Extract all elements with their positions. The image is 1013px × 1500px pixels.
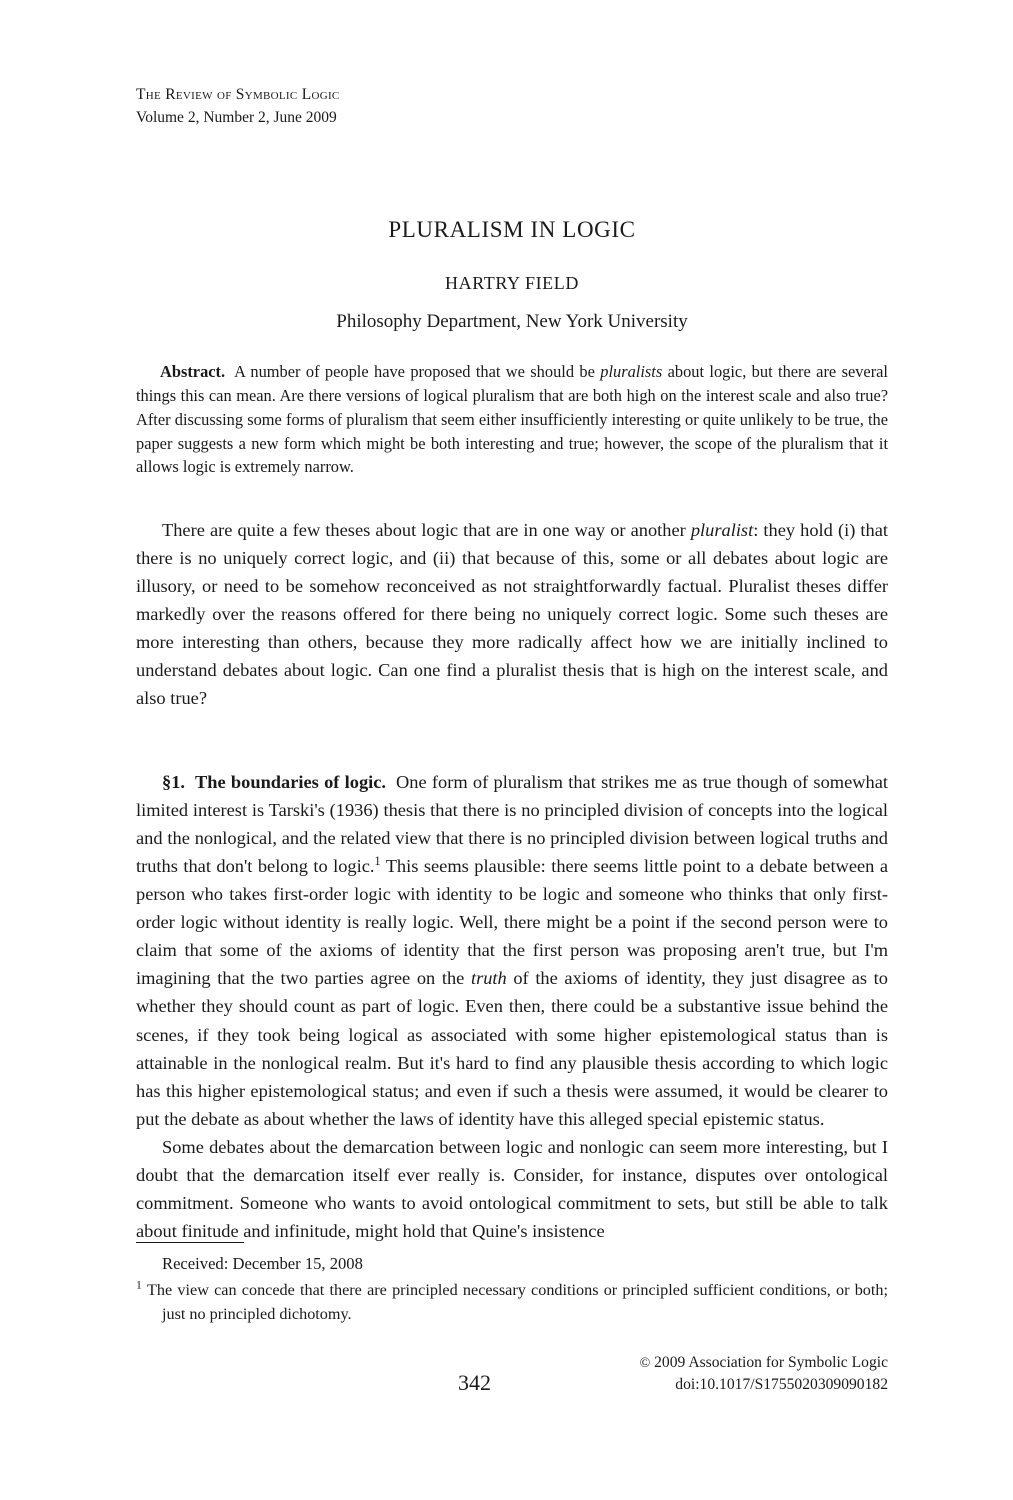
copyright-block	[640, 1352, 888, 1396]
issue-line: Volume 2, Number 2, June 2009	[136, 109, 337, 127]
section-text-part-1: One form of pluralism that strikes me as true though of somewhat limited interest is Tarski's (1936) thesis that there is no principled division of concepts into the logical and the nonlogical, and the related view that there is no principled division between logical truths and truths that don't belong to logic.	[136, 772, 888, 877]
paragraph-1-part-1: There are quite a few theses about logic that are in one way or another	[162, 520, 691, 540]
copyright-line	[640, 1352, 888, 1374]
copyright-icon: ©	[639, 1356, 651, 1371]
abstract-section	[136, 360, 888, 479]
doi-text: doi:10.1017/S1755020309090182	[675, 1376, 888, 1394]
footnote-1-text: The view can concede that there are principled necessary conditions or principled sufficient conditions, or both; just no principled dichotomy.	[147, 1281, 888, 1323]
paragraph-1-italic-pluralist: pluralist	[690, 520, 754, 540]
author-affiliation: Philosophy Department, New York University	[336, 310, 688, 332]
title-block	[136, 216, 888, 333]
page-title: PLURALISM IN LOGIC	[388, 217, 636, 242]
received-date: Received: December 15, 2008	[162, 1254, 363, 1273]
section-1-paragraph	[136, 768, 888, 1132]
abstract-italic-pluralists: pluralists	[600, 362, 663, 381]
body-content	[136, 516, 888, 1245]
section-text-part-2: This seems plausible: there seems little point to a debate between a person who takes first-order logic with identity to be logic and someone who thinks that only first-order logic without identity is really logic. Well, there might be a point if the second person were to claim that some of the axioms of identity that the first person was proposing aren't true, but I'm imagining that the two parties agree on the	[136, 856, 888, 989]
footnote-1-number: 1	[136, 1278, 142, 1292]
abstract-text-part-2: about logic, but there are several things this can mean. Are there versions of logical pluralism that are both high on the interest scale and also true? After discussing some forms of pluralism that seem either insufficiently interesting or quite unlikely to be true, the paper suggests a new form which might be both interesting and true; however, the scope of the pluralism that it allows logic is extremely narrow.	[136, 362, 888, 477]
copyright-text: 2009 Association for Symbolic Logic	[654, 1354, 888, 1371]
footnote-rule	[136, 1242, 244, 1243]
body-paragraph-1	[136, 516, 888, 712]
section-number: §1.	[162, 772, 185, 793]
paragraph-1-part-2: : they hold (i) that there is no uniquely correct logic, and (ii) that because of this, some or all debates about logic are illusory, or need to be somehow reconceived as not straightforwardly factual. Pluralist theses differ markedly over the reasons offered for there being no uniquely correct logic. Some such theses are more interesting than others, because they more radically affect how we are initially inclined to understand debates about logic. Can one find a pluralist thesis that is high on the interest scale, and also true?	[136, 520, 888, 709]
abstract-label: Abstract.	[160, 362, 226, 381]
paper-page	[136, 0, 888, 1500]
author-name: HARTRY FIELD	[445, 272, 579, 293]
page-number: 342	[458, 1370, 491, 1395]
footnote-1	[136, 1279, 888, 1326]
footnote-section	[136, 1242, 888, 1326]
section-text-part-3: of the axioms of identity, they just disagree as to whether they should count as part of logic. Even then, there could be a substantive issue behind the scenes, if they took being logical as associated with some higher epistemological status than is attainable in the nonlogical realm. But it's hard to find any plausible thesis according to which logic has this higher epistemological status; and even if such a thesis were assumed, it would be clearer to put the debate as about whether the laws of identity have this alleged special epistemic status.	[136, 968, 888, 1129]
paragraph-spacer	[136, 712, 888, 768]
abstract-text-part-1: A number of people have proposed that we should be	[234, 362, 601, 381]
footnote-marker-1[interactable]: 1	[374, 854, 381, 869]
body-paragraph-3: Some debates about the demarcation between logic and nonlogic can seem more interesting, but I doubt that the demarcation itself ever really is. Consider, for instance, disputes over ontological commitment. Someone who wants to avoid ontological commitment to sets, but still be able to talk about finitude and infinitude, might hold that Quine's insistence	[136, 1136, 888, 1241]
section-heading: The boundaries of logic.	[195, 772, 387, 793]
journal-title: The Review of Symbolic Logic	[136, 86, 340, 103]
page-footer	[136, 1352, 888, 1422]
running-head	[136, 84, 888, 130]
section-italic-truth: truth	[470, 968, 507, 989]
